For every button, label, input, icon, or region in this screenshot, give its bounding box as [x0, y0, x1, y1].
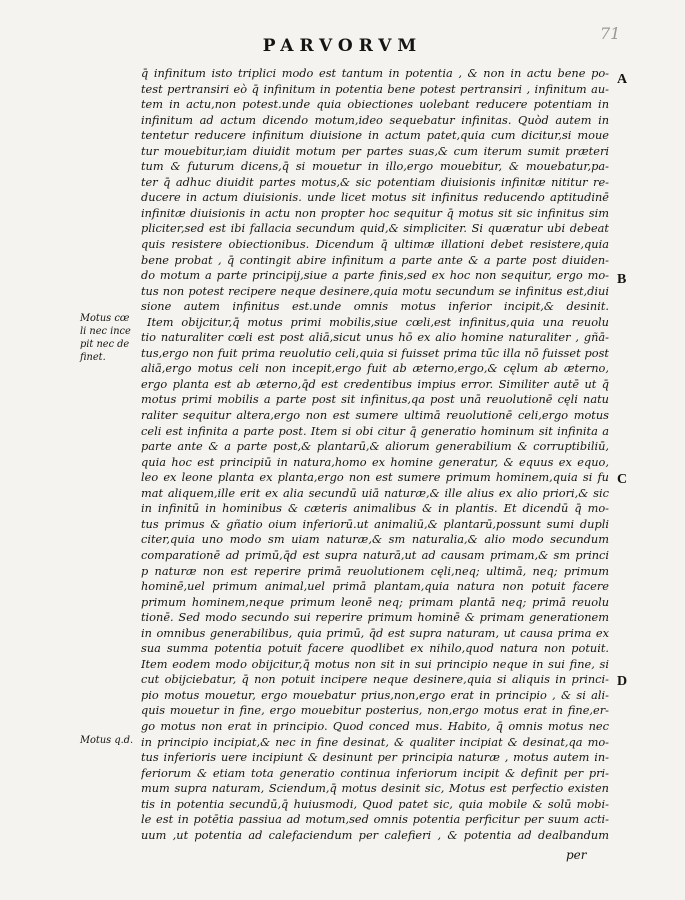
- text-line: le est in potētia passiua ad motum,sed omnis potentia perficitur per suum acti-: [141, 812, 609, 827]
- text-line: primum hominem,neque primum leonē neq; primam plantā neq; primā reuolu: [141, 594, 609, 609]
- marginal-note-line: Motus cœ: [80, 313, 130, 324]
- marginal-note: [80, 312, 140, 364]
- text-line: quis mouetur in fine, ergo mouebitur posterius, non,ergo motus erat in fine,er-: [141, 703, 609, 718]
- text-line: p naturæ non est reperire primā reuolutionem cęli,neq; ultimā, neq; primum: [141, 563, 609, 578]
- marginal-note: [80, 734, 140, 747]
- text-line: tionē. Sed modo secundo sui reperire primum hominē & primam generationem: [141, 610, 609, 625]
- text-line: quia hoc est principiū in natura,homo ex homine generatur, & equus ex equo,: [141, 454, 609, 469]
- text-line: tur mouebitur,iam diuidit motum per partes suas,& cum iterum sumit præteri: [141, 143, 609, 158]
- text-line: tum & futurum dicens,q̄ si mouetur in illo,ergo mouebitur, & mouebatur,pa-: [141, 159, 609, 174]
- section-letter-c: C: [617, 472, 628, 487]
- folio-mark: 71: [600, 24, 621, 43]
- text-line: tus non potest recipere neque desinere,quia motu secundum se infinitus est,diui: [141, 283, 609, 298]
- marginal-note-line: finet.: [80, 352, 106, 363]
- section-letter-d: D: [617, 674, 628, 689]
- text-line: tus inferioris uere incipiunt & desinunt per principia naturæ , motus autem in-: [141, 750, 609, 765]
- text-line: leo ex leone planta ex planta,ergo non est sumere primum hominem,quia si fu: [141, 470, 609, 485]
- running-head: PARVORVM: [262, 36, 423, 56]
- catchword: per: [566, 848, 587, 862]
- marginal-note-line: pit nec de: [80, 339, 130, 350]
- text-line: infinitum ad actum dicendo motum,ideo sequebatur infinitas. Quòd autem in: [141, 112, 609, 127]
- text-line: sione autem infinitus est.unde omnis motus inferior incipit,& desinit.: [141, 299, 609, 314]
- text-line: in infinitū in hominibus & cæteris animalibus & in plantis. Et dicendū q̄ mo-: [141, 501, 609, 516]
- text-line: bene probat , q̄ contingit abire infinitum a parte ante & a parte post diuiden-: [141, 252, 609, 267]
- text-line: mat aliquem,ille erit ex alia secundū uiā naturæ,& ille alius ex alio priori,& sic: [141, 485, 609, 500]
- text-line: raliter sequitur altera,ergo non est sumere ultimā reuolutionē celi,ergo motus: [141, 408, 609, 423]
- text-line: motus primi mobilis a parte post sit infinitus,qa post unā reuolutionē cęli natu: [141, 392, 609, 407]
- marginal-note-line: li nec ince: [80, 326, 131, 337]
- main-text-block: [141, 66, 609, 843]
- text-line: test pertransiri eò q̄ infinitum in potentia bene potest pertransiri , infinitum au-: [141, 81, 609, 96]
- text-line: tis in potentia secundū,q̄ huiusmodi, Quod patet sic, quia mobile & solū mobi-: [141, 796, 609, 811]
- text-line: parte ante & a parte post,& plantarū,& aliorum generabilium & corruptibiliū,: [141, 439, 609, 454]
- text-line: Item eodem modo obijcitur,q̄ motus non sit in sui principio neque in sui fine, si: [141, 656, 609, 671]
- text-line: infinitæ diuisionis in actu non propter hoc sequitur q̄ motus sit sic infinitus sim: [141, 205, 609, 220]
- text-line: tem in actu,non potest.unde quia obiectiones uolebant reducere potentiam in: [141, 97, 609, 112]
- text-line: q̄ infinitum isto triplici modo est tantum in potentia , & non in actu bene po-: [141, 66, 609, 80]
- marginal-note-line: Motus q.d.: [80, 735, 134, 746]
- text-line: quis resistere obiectionibus. Dicendum q̄ ultimæ illationi debet resistere,quia: [141, 237, 609, 252]
- text-line: ergo planta est ab æterno,q̄d est credentibus impius error. Similiter autē ut q̄: [141, 376, 609, 391]
- text-line: mum supra naturam, Sciendum,q̄ motus desinit sic, Motus est perfectio existen: [141, 781, 609, 796]
- text-line: tus,ergo non fuit prima reuolutio celi,quia si fuisset prima tūc illa nō fuisset post: [141, 345, 609, 360]
- text-line: comparationē ad primū,q̄d est supra naturā,ut ad causam primam,& sm princi: [141, 547, 609, 562]
- text-line: in omnibus generabilibus, quia primū, q̄d est supra naturam, ut causa prima ex: [141, 625, 609, 640]
- text-line: aliā,ergo motus celi non incepit,ergo fuit ab æterno,ergo,& cęlum ab æterno,: [141, 361, 609, 376]
- text-line: cut obijciebatur, q̄ non potuit incipere neque desinere,quia si aliquis in princi-: [141, 672, 609, 687]
- text-line: tentetur reducere infinitum diuisione in actum patet,quia cum dicitur,si moue: [141, 128, 609, 143]
- text-line: tio naturaliter cœli est post aliā,sicut unus hō ex alio homine naturaliter , gñā-: [141, 330, 609, 345]
- text-line: ducere in actum diuisionis. unde licet motus sit infinitus reducendo aptitudinē: [141, 190, 609, 205]
- text-line: ter q̄ adhuc diuidit partes motus,& sic potentiam diuisionis infinitæ nititur re-: [141, 174, 609, 189]
- text-line: hominē,uel primum animal,uel primā plantam,quia natura non potuit facere: [141, 579, 609, 594]
- text-line: feriorum & etiam tota generatio continua inferiorum incipit & definit per pri-: [141, 765, 609, 780]
- text-line: sua summa potentia potuit facere quodlibet ex nihilo,quod natura non potuit.: [141, 641, 609, 656]
- text-line: pio motus mouetur, ergo mouebatur prius,non,ergo erat in principio , & si ali-: [141, 687, 609, 702]
- section-letter-a: A: [617, 72, 628, 87]
- text-line: uum ,ut potentia ad calefaciendum per calefieri , & potentia ad dealbandum: [141, 827, 609, 842]
- text-line: tus primus & gñatio oium inferiorū.ut animaliū,& plantarū,possunt sumi dupli: [141, 516, 609, 531]
- text-line: Item obijcitur,q̄ motus primi mobilis,siue cœli,est infinitus,quia una reuolu: [147, 314, 609, 329]
- section-letter-b: B: [617, 272, 627, 287]
- text-line: do motum a parte principij,siue a parte finis,sed ex hoc non sequitur, ergo mo-: [141, 268, 609, 283]
- text-line: citer,quia uno modo sm uiam naturæ,& sm naturalia,& alio modo secundum: [141, 532, 609, 547]
- text-line: go motus non erat in principio. Quod conced mus. Habito, q̄ omnis motus nec: [141, 718, 609, 733]
- text-line: in principio incipiat,& nec in fine desinat, & qualiter incipiat & desinat,qa mo-: [141, 734, 609, 749]
- text-line: pliciter,sed est ibi fallacia secundum quid,& simpliciter. Si quæratur ubi debeat: [141, 221, 609, 236]
- text-line: celi est infinita a parte post. Item si obi citur q̄ generatio hominum sit infinita a: [141, 423, 609, 438]
